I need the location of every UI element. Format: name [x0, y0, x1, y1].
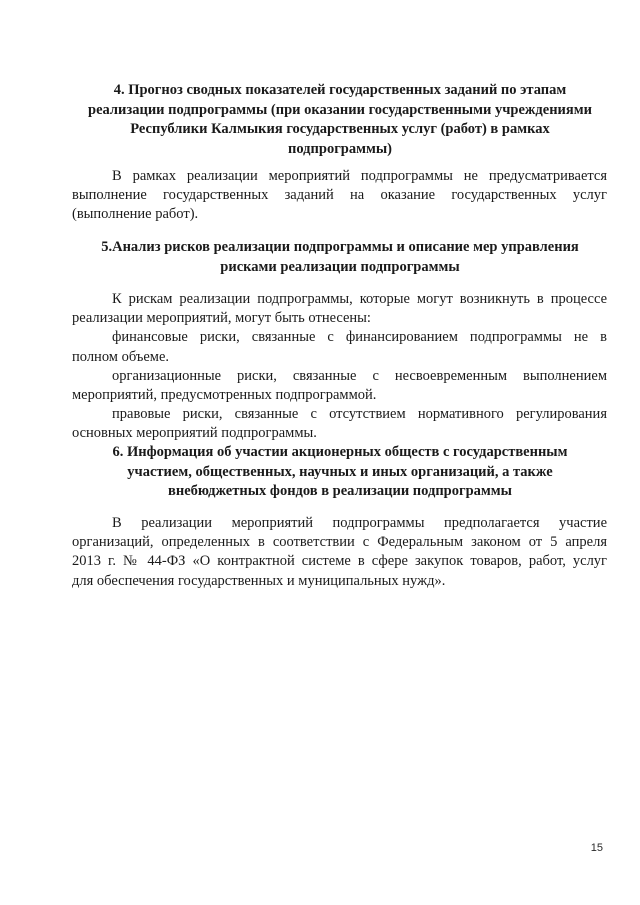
paragraph-line: для обеспечения государственных и муниципальных нужд». [72, 572, 446, 589]
paragraph-line: организаций, определенных в соответствии с Федеральным законом от 5 апреля [72, 534, 607, 551]
heading-line: 4. Прогноз сводных показателей государственных заданий по этапам [113, 82, 567, 98]
section-6-heading [70, 443, 610, 502]
paragraph-line: выполнение государственных заданий на оказание государственных услуг [72, 187, 607, 204]
paragraph-line: 2013 г. № 44-ФЗ «О контрактной системе в сфере закупок товаров, работ, услуг [72, 553, 607, 570]
section-5-heading [70, 238, 610, 277]
paragraph-line: реализации мероприятий, могут быть отнесены: [72, 310, 371, 327]
section-6-paragraph [72, 514, 607, 591]
section-5-paragraph [72, 290, 607, 444]
risk-line: финансовые риски, связанные с финансированием подпрограммы не в [112, 329, 607, 346]
heading-line: участием, общественных, научных и иных организаций, а также [127, 463, 553, 480]
paragraph-line: К рискам реализации подпрограммы, которые могут возникнуть в процессе [112, 291, 607, 307]
heading-line: реализации подпрограммы (при оказании государственными учреждениями [88, 101, 592, 118]
heading-line: внебюджетных фондов в реализации подпрограммы [168, 483, 512, 499]
risk-line: организационные риски, связанные с несвоевременным выполнением [112, 367, 607, 384]
risk-line: основных мероприятий подпрограммы. [72, 425, 317, 442]
risk-line: правовые риски, связанные с отсутствием нормативного регулирования [112, 406, 607, 423]
heading-line: рисками реализации подпрограммы [220, 258, 460, 275]
paragraph-line: (выполнение работ). [72, 206, 199, 223]
heading-line: подпрограммы) [288, 140, 392, 157]
risk-line: полном объеме. [72, 348, 170, 365]
page-number: 15 [590, 842, 603, 854]
paragraph-line: В реализации мероприятий подпрограммы предполагается участие [112, 515, 607, 531]
heading-line: Республики Калмыкия государственных услуг (работ) в рамках [130, 121, 550, 137]
heading-line: 6. Информация об участии акционерных обществ с государственным [112, 444, 568, 460]
section-4-heading [70, 81, 610, 159]
risk-line: мероприятий, предусмотренных подпрограммой. [72, 387, 377, 404]
paragraph-line: В рамках реализации мероприятий подпрограммы не предусматривается [112, 168, 607, 184]
section-4-paragraph [72, 167, 607, 225]
heading-line: 5.Анализ рисков реализации подпрограммы и описание мер управления [101, 239, 579, 255]
